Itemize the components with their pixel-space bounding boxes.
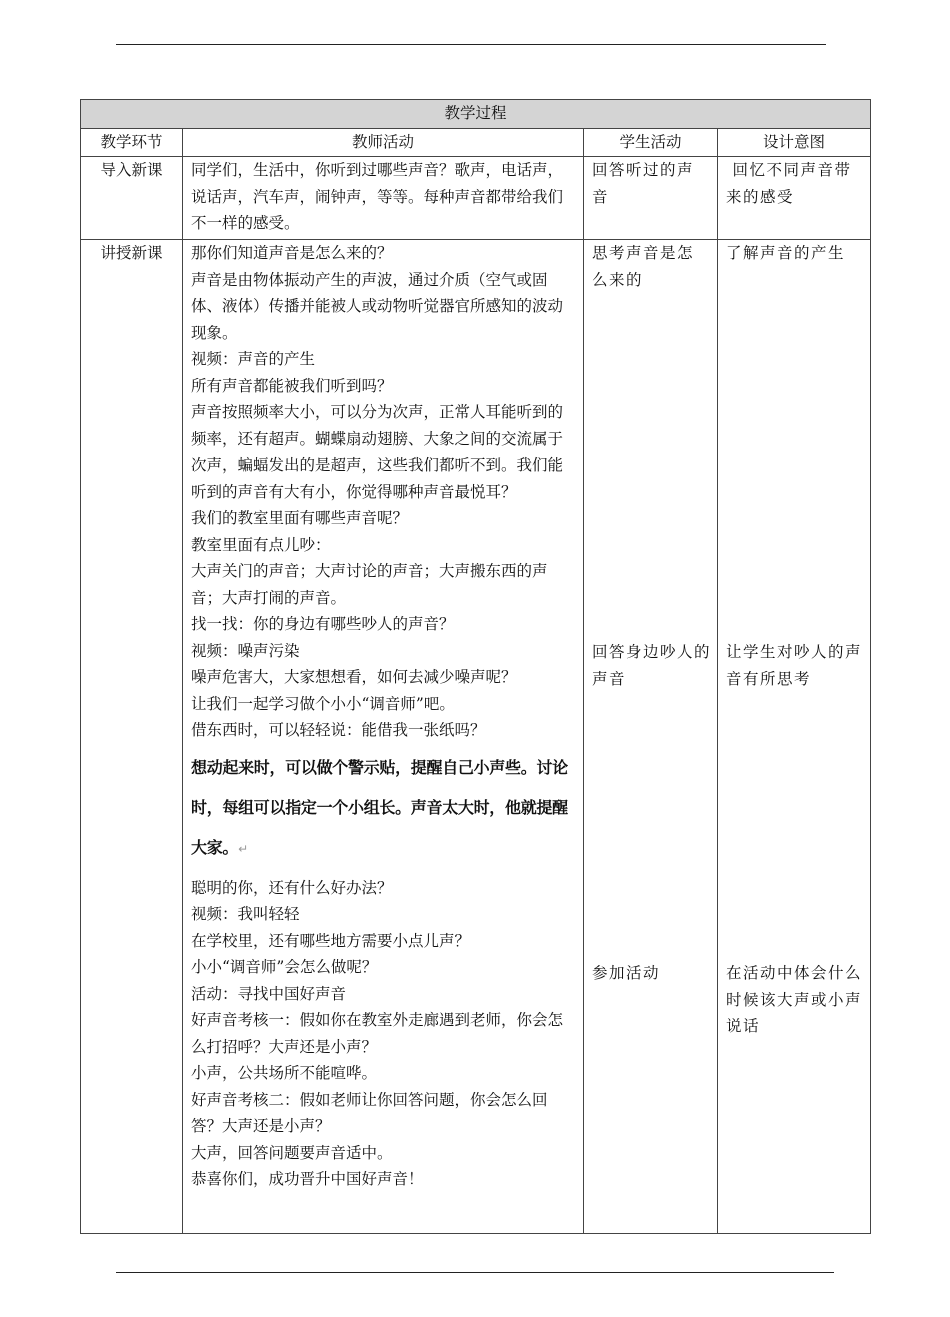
design-intent-intro: 回忆不同声音带来的感受	[718, 157, 871, 240]
teacher-line: 视频：我叫轻轻	[191, 905, 300, 923]
teacher-line: 噪声危害大，大家想想看，如何去减少噪声呢？	[191, 668, 517, 686]
teacher-line: 我们的教室里面有哪些声音呢？	[191, 509, 409, 527]
stage-main: 讲授新课	[81, 240, 183, 1234]
teacher-line: 借东西时，可以轻轻说：能借我一张纸吗？	[191, 721, 486, 739]
design-intent-1: 了解声音的产生	[726, 244, 846, 262]
teacher-line: 视频：声音的产生	[191, 350, 316, 368]
teacher-line: 聪明的你，还有什么好办法？	[191, 878, 393, 897]
student-activity-intro: 回答听过的声音	[584, 157, 718, 240]
teacher-line: 所有声音都能被我们听到吗？	[191, 376, 393, 395]
teacher-activity-intro: 同学们，生活中，你听到过哪些声音？歌声，电话声，说话声，汽车声，闹钟声，等等。每种声音都带给我们不一样的感受。	[183, 157, 584, 240]
student-activity-1: 思考声音是怎么来的	[592, 244, 695, 289]
student-activity-2: 回答身边吵人的声音	[592, 643, 712, 688]
stage-intro: 导入新课	[81, 157, 183, 240]
header-student-activity: 学生活动	[584, 129, 718, 157]
teacher-line: 小小“调音师”会怎么做呢？	[191, 958, 378, 976]
header-teacher-activity: 教师活动	[183, 129, 584, 157]
teacher-line: 小声，公共场所不能喧哗。	[191, 1064, 378, 1082]
teacher-line: 好声音考核一：假如你在教室外走廊遇到老师，你会怎么打招呼？大声还是小声？	[191, 1011, 564, 1056]
student-activity-main	[584, 240, 718, 1234]
design-intent-2: 让学生对吵人的声音有所思考	[726, 643, 863, 688]
teacher-line: 大声关门的声音；大声讨论的声音；大声搬东西的声音；大声打闹的声音。	[191, 562, 548, 607]
teacher-line: 教室里面有点儿吵：	[191, 535, 331, 554]
header-design-intent: 设计意图	[718, 129, 871, 157]
table-title: 教学过程	[81, 100, 871, 129]
teacher-line: 大声，回答问题要声音适中。	[191, 1143, 393, 1162]
table-row-main	[81, 240, 871, 1234]
return-mark: ↵	[238, 841, 248, 856]
header-stage: 教学环节	[81, 129, 183, 157]
teacher-line: 让我们一起学习做个小小“调音师”吧。	[191, 694, 455, 713]
teacher-line: 恭喜你们，成功晋升中国好声音！	[191, 1170, 424, 1188]
teacher-line: 那你们知道声音是怎么来的？	[191, 244, 393, 262]
teacher-line: 找一找：你的身边有哪些吵人的声音？	[191, 615, 455, 633]
teacher-line: 在学校里，还有哪些地方需要小点儿声？	[191, 931, 471, 950]
header-rule	[116, 44, 826, 45]
table-row-intro	[81, 157, 871, 240]
teacher-line: 活动：寻找中国好声音	[191, 984, 347, 1003]
lesson-process-table	[80, 99, 871, 1234]
embedded-text-image	[191, 748, 575, 869]
teacher-line: 声音是由物体振动产生的声波，通过介质（空气或固体、液体）传播并能被人或动物听觉器官所感知的波动现象。	[191, 270, 564, 342]
teacher-line: 视频：噪声污染	[191, 641, 300, 660]
teacher-line: 好声音考核二：假如老师让你回答问题，你会怎么回答？大声还是小声？	[191, 1090, 548, 1135]
student-activity-3: 参加活动	[592, 964, 661, 982]
teacher-activity-main	[183, 240, 584, 1234]
footer-rule	[116, 1272, 834, 1273]
design-intent-3: 在活动中体会什么时候该大声或小声说话	[726, 964, 863, 1035]
design-intent-main	[718, 240, 871, 1234]
embedded-text: 想动起来时，可以做个警示贴，提醒自己小声些。讨论时，每组可以指定一个小组长。声音太大时，他就提醒大家。	[191, 757, 568, 857]
teacher-line: 声音按照频率大小，可以分为次声，正常人耳能听到的频率，还有超声。蝴蝶扇动翅膀、大象之间的交流属于次声，蝙蝠发出的是超声，这些我们都听不到。我们能听到的声音有大有小，你觉得哪种声音最悦耳？	[191, 403, 564, 501]
